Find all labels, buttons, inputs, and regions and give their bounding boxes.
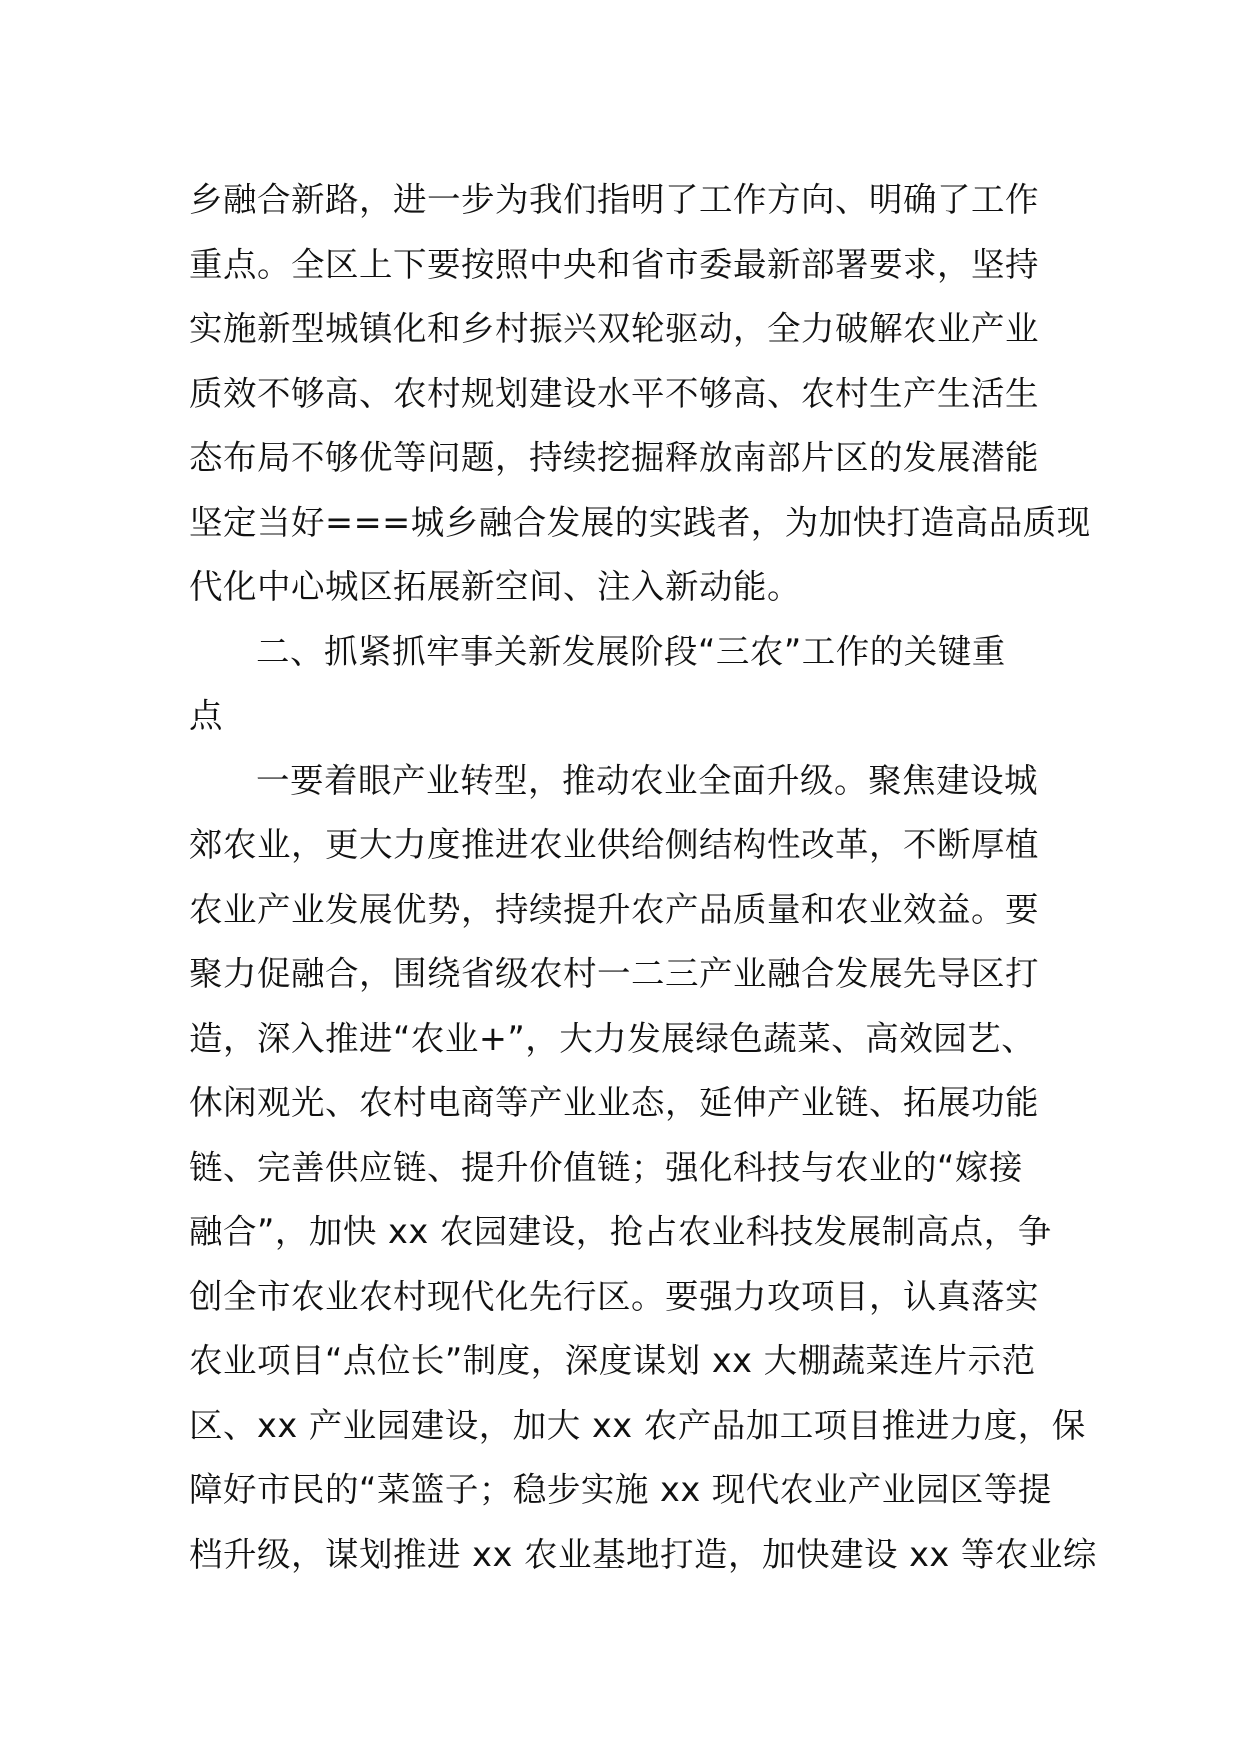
text-line: 链、完善供应链、提升价值链；强化科技与农业的“嫁接 (189, 1147, 1023, 1187)
text-line: 休闲观光、农村电商等产业业态，延伸产业链、拓展功能 (189, 1083, 1039, 1122)
text-line: 障好市民的“菜篮子；稳步实施 xx 现代农业产业园区等提 (189, 1470, 1052, 1509)
text-line: 重点。全区上下要按照中央和省市委最新部署要求，坚持 (189, 244, 1039, 284)
text-line: 乡融合新路，进一步为我们指明了工作方向、明确了工作 (189, 180, 1039, 219)
text-line: 坚定当好===城乡融合发展的实践者，为加快打造高品质现 (189, 502, 1091, 542)
text-line: 创全市农业农村现代化先行区。要强力攻项目，认真落实 (189, 1276, 1039, 1316)
text-line: 农业项目“点位长”制度，深度谋划 xx 大棚蔬菜连片示范 (189, 1341, 1036, 1380)
text-line: 农业产业发展优势，持续提升农产品质量和农业效益。要 (189, 889, 1039, 929)
text-line: 郊农业，更大力度推进农业供给侧结构性改革，不断厚植 (189, 825, 1039, 864)
section-heading-line: 二、抓紧抓牢事关新发展阶段“三农”工作的关键重 (256, 631, 1006, 671)
text-line: 态布局不够优等问题，持续挖掘释放南部片区的发展潜能 (189, 438, 1039, 477)
text-line: 实施新型城镇化和乡村振兴双轮驱动，全力破解农业产业 (189, 309, 1039, 348)
text-line: 档升级，谋划推进 xx 农业基地打造，加快建设 xx 等农业综 (189, 1534, 1097, 1574)
text-line: 代化中心城区拓展新空间、注入新动能。 (189, 567, 801, 606)
text-line: 聚力促融合，围绕省级农村一二三产业融合发展先导区打 (189, 954, 1039, 993)
text-line: 融合”，加快 xx 农园建设，抢占农业科技发展制高点，争 (189, 1212, 1052, 1251)
document-body (189, 168, 1097, 1587)
section-heading-line: 点 (189, 696, 223, 735)
text-line: 造，深入推进“农业+”，大力发展绿色蔬菜、高效园艺、 (189, 1018, 1036, 1058)
text-line: 质效不够高、农村规划建设水平不够高、农村生产生活生 (189, 373, 1039, 413)
text-line: 区、xx 产业园建设，加大 xx 农产品加工项目推进力度，保 (189, 1405, 1086, 1445)
text-line: 一要着眼产业转型，推动农业全面升级。聚焦建设城 (256, 760, 1038, 800)
